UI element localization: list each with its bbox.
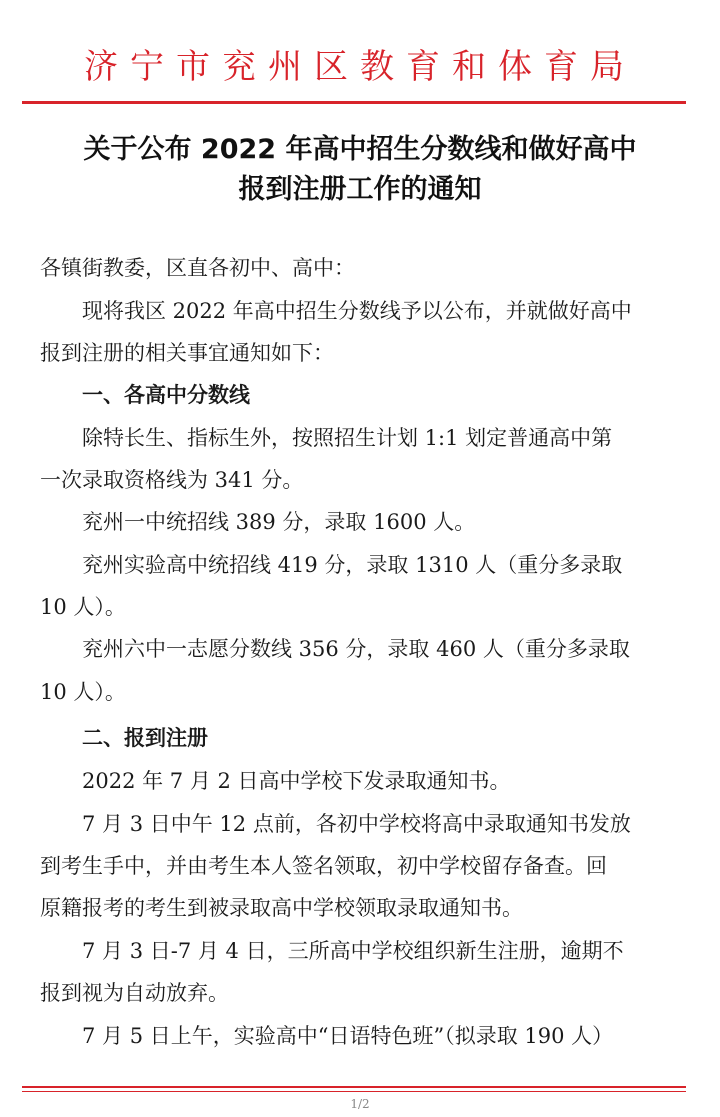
title-line-2: 报到注册工作的通知	[238, 174, 482, 205]
section-2-line-5: 7 月 3 日-7 月 4 日，三所高中学校组织新生注册，逾期不	[82, 939, 624, 963]
section-1-heading: 一、各高中分数线	[82, 383, 250, 407]
document-title	[0, 130, 720, 210]
issuing-organization: 济宁市兖州区教育和体育局	[84, 47, 636, 87]
section-2-line-6: 报到视为自动放弃。	[40, 981, 229, 1005]
salutation: 各镇街教委，区直各初中、高中：	[40, 256, 355, 280]
section-1-line-4: 兖州实验高中统招线 419 分，录取 1310 人（重分多录取	[82, 553, 623, 577]
intro-line-2: 报到注册的相关事宜通知如下：	[40, 341, 334, 365]
section-2-line-7: 7 月 5 日上午，实验高中“日语特色班”（拟录取 190 人）	[82, 1024, 614, 1048]
section-2-line-3: 到考生手中，并由考生本人签名领取，初中学校留存备查。回	[40, 854, 607, 878]
footer-red-rule-thin	[22, 1091, 686, 1092]
header-red-rule	[22, 101, 686, 104]
section-1-line-1: 除特长生、指标生外，按照招生计划 1:1 划定普通高中第	[82, 426, 613, 450]
section-2-line-2: 7 月 3 日中午 12 点前，各初中学校将高中录取通知书发放	[82, 812, 631, 836]
section-1-line-6: 兖州六中一志愿分数线 356 分，录取 460 人（重分多录取	[82, 637, 630, 661]
section-1-line-2: 一次录取资格线为 341 分。	[40, 468, 304, 492]
section-1-line-5: 10 人）。	[40, 595, 126, 619]
title-line-1: 关于公布 2022 年高中招生分数线和做好高中	[83, 134, 637, 165]
section-2-heading: 二、报到注册	[82, 726, 208, 750]
section-2-line-4: 原籍报考的考生到被录取高中学校领取录取通知书。	[40, 896, 523, 920]
footer-red-rule	[22, 1086, 686, 1088]
section-2-line-1: 2022 年 7 月 2 日高中学校下发录取通知书。	[82, 769, 511, 793]
page-number: 1/2	[350, 1097, 370, 1111]
section-1-line-3: 兖州一中统招线 389 分，录取 1600 人。	[82, 510, 476, 534]
intro-line-1: 现将我区 2022 年高中招生分数线予以公布，并就做好高中	[82, 299, 632, 323]
section-1-line-7: 10 人）。	[40, 680, 126, 704]
